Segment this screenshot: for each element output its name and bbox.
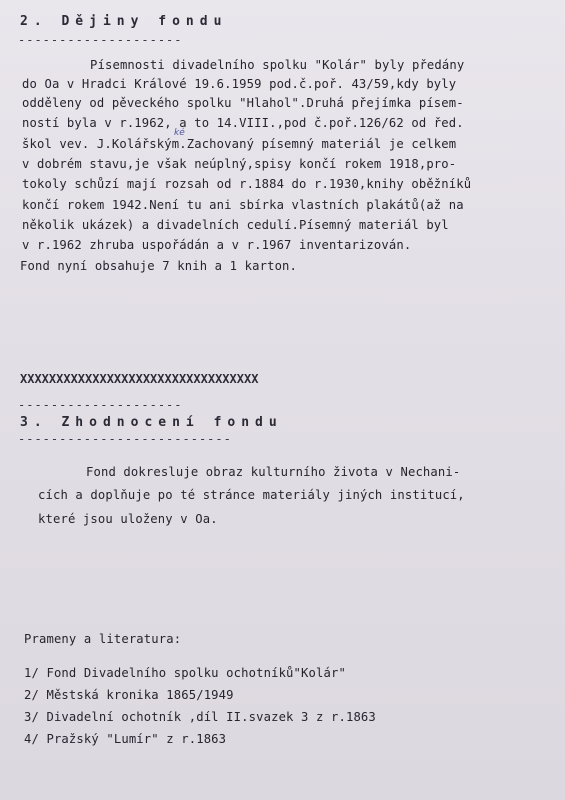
section-2-line-1: Písemnosti divadelního spolku "Kolár" byly předány (90, 58, 465, 72)
section-2-line-4: ností byla v r.1962, a to 14.VIII.,pod č.poř.126/62 od řed. (22, 116, 464, 130)
section-3-underline: -------------------------- (18, 432, 232, 446)
section-3-line-3: které jsou uloženy v Oa. (38, 512, 218, 526)
sources-heading: Prameny a literatura: (24, 632, 182, 646)
section-3-overline: -------------------- (18, 398, 183, 412)
section-2-underline: -------------------- (18, 33, 183, 47)
source-item-2: 2/ Městská kronika 1865/1949 (24, 688, 234, 702)
section-2-line-9: několik ukázek) a divadelních cedulí.Písemný materiál byl (22, 218, 449, 232)
section-2-line-10: v r.1962 zhruba uspořádán a v r.1967 inventarizován. (22, 238, 412, 252)
section-2-line-6: v dobrém stavu,je však neúplný,spisy končí rokem 1918,pro- (22, 157, 457, 171)
handwritten-correction: ké (174, 128, 185, 138)
section-3-heading: 3. Zhodnocení fondu (20, 415, 283, 430)
source-item-1: 1/ Fond Divadelního spolku ochotníků"Kolár" (24, 666, 346, 680)
source-item-3: 3/ Divadelní ochotník ,díl II.svazek 3 z r.1863 (24, 710, 376, 724)
source-item-4: 4/ Pražský "Lumír" z r.1863 (24, 732, 227, 746)
section-3-line-2: cích a doplňuje po té stránce materiály jiných institucí, (38, 488, 465, 502)
section-2-line-7: tokoly schůzí mají rozsah od r.1884 do r.1930,knihy oběžníků (22, 177, 472, 191)
struck-out-line: XXXXXXXXXXXXXXXXXXXXXXXXXXXXXXXXX (20, 372, 259, 386)
section-2-line-8: končí rokem 1942.Není tu ani sbírka vlastních plakátů(až na (22, 198, 464, 212)
section-2-line-2: do Oa v Hradci Králové 19.6.1959 pod.č.poř. 43/59,kdy byly (22, 77, 457, 91)
section-2-heading: 2. Dějiny fondu (20, 14, 228, 29)
section-2-line-11: Fond nyní obsahuje 7 knih a 1 karton. (20, 259, 298, 273)
section-2-line-3: odděleny od pěveckého spolku "Hlahol".Druhá přejímka písem- (22, 96, 464, 110)
section-2-line-5: škol vev. J.Kolářským.Zachovaný písemný materiál je celkem (22, 137, 457, 151)
section-3-line-1: Fond dokresluje obraz kulturního života v Nechani- (86, 465, 461, 479)
